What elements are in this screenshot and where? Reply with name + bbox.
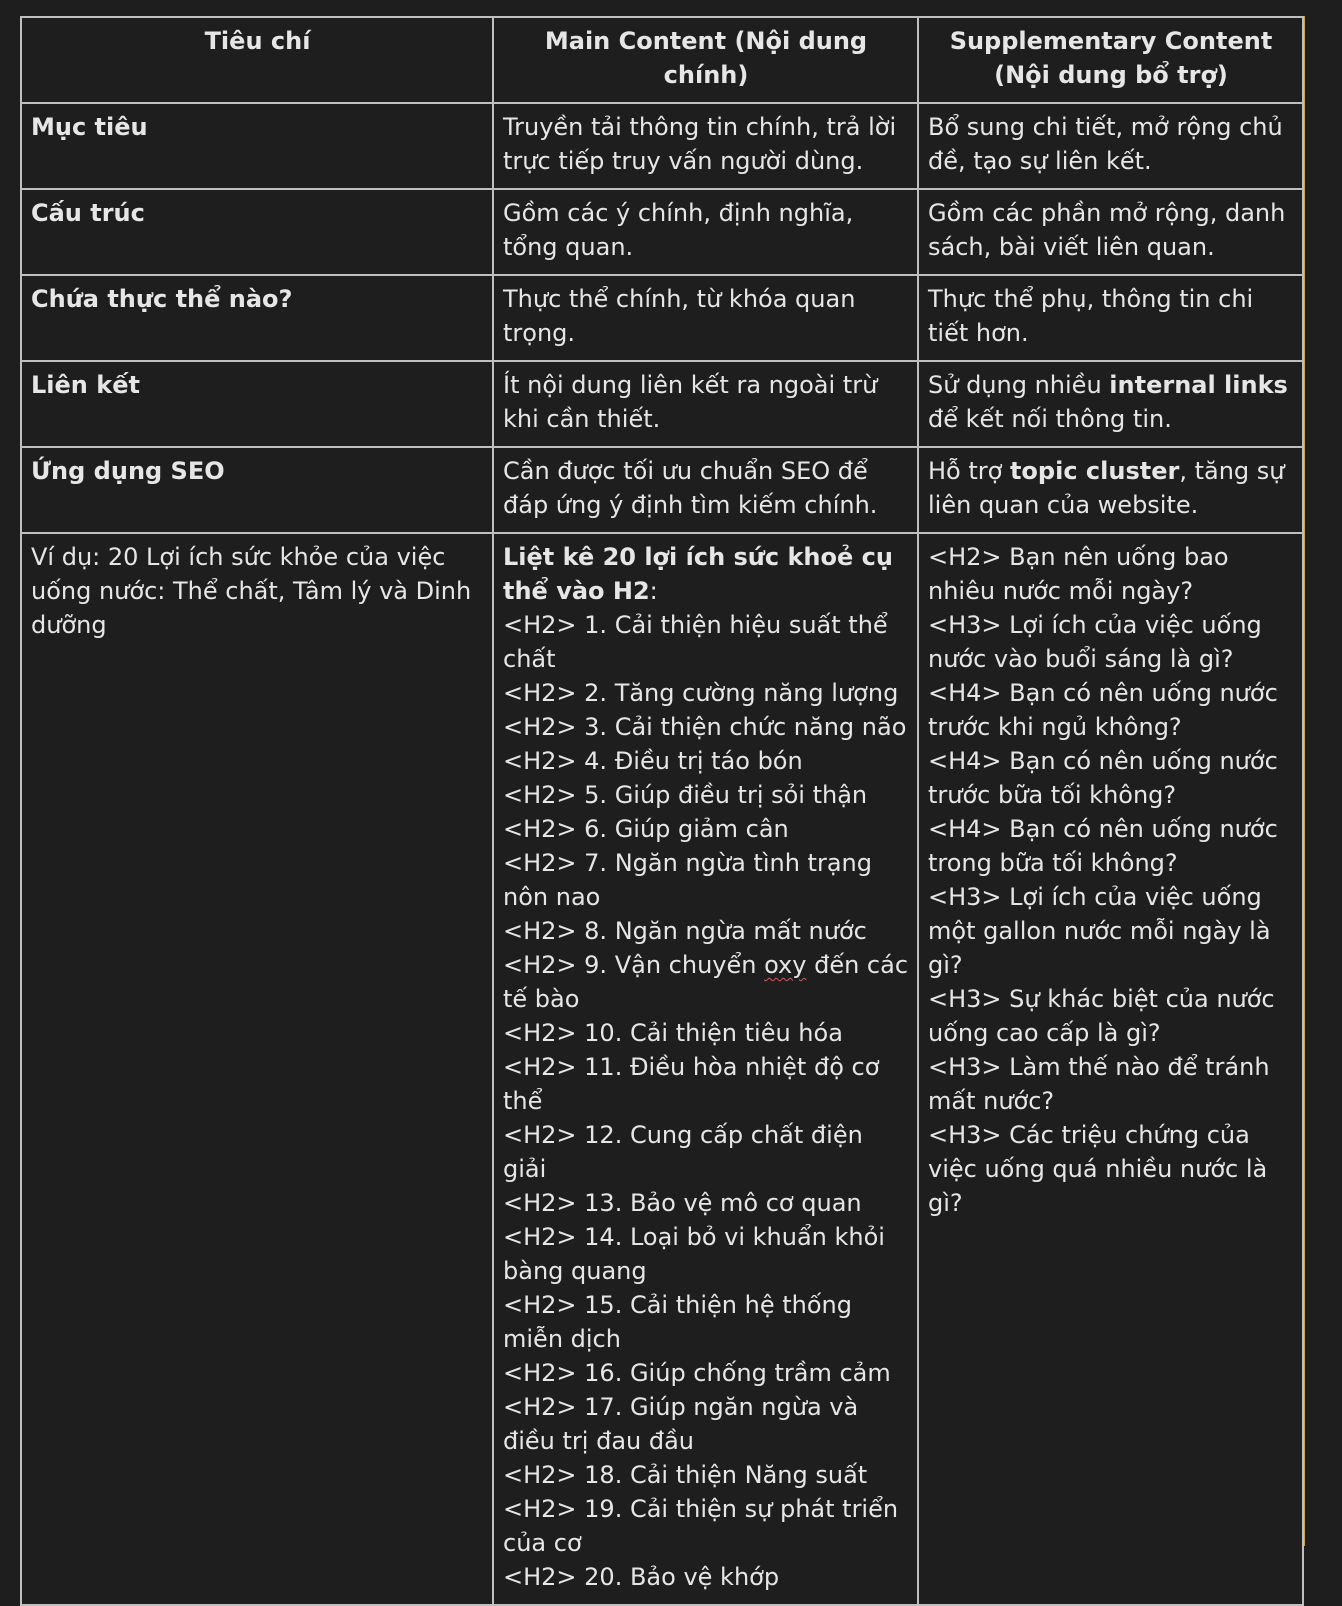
criterion-cell: Cấu trúc: [21, 189, 493, 275]
supplementary-content-cell: [918, 447, 1303, 533]
list-item: <H2> 12. Cung cấp chất điện giải: [503, 1121, 863, 1183]
list-item: <H4> Bạn có nên uống nước trước khi ngủ không?: [928, 679, 1278, 741]
list-item: <H3> Lợi ích của việc uống một gallon nước mỗi ngày là gì?: [928, 883, 1271, 979]
list-item: <H2> 4. Điều trị táo bón: [503, 747, 803, 775]
criterion-cell: Mục tiêu: [21, 103, 493, 189]
supplementary-content-cell: Thực thể phụ, thông tin chi tiết hơn.: [918, 275, 1303, 361]
list-item: <H2> 5. Giúp điều trị sỏi thận: [503, 781, 868, 809]
list-item: <H2> Bạn nên uống bao nhiêu nước mỗi ngày?: [928, 543, 1229, 605]
item9-post: đến các tế bào: [503, 951, 909, 1013]
list-item: <H2> 13. Bảo vệ mô cơ quan: [503, 1189, 862, 1217]
list-item: <H2> 6. Giúp giảm cân: [503, 815, 789, 843]
list-item: <H4> Bạn có nên uống nước trong bữa tối không?: [928, 815, 1278, 877]
list-item: <H2> 14. Loại bỏ vi khuẩn khỏi bàng quang: [503, 1223, 885, 1285]
list-item: <H2> 19. Cải thiện sự phát triển của cơ: [503, 1495, 899, 1557]
list-item: <H2> 16. Giúp chống trầm cảm: [503, 1359, 891, 1387]
main-content-cell: Truyền tải thông tin chính, trả lời trực tiếp truy vấn người dùng.: [493, 103, 918, 189]
list-item: <H3> Sự khác biệt của nước uống cao cấp là gì?: [928, 985, 1275, 1047]
main-intro-colon: :: [649, 577, 658, 605]
spellcheck-word: oxy: [764, 951, 807, 979]
example-supplementary-content-cell: [918, 533, 1303, 1605]
list-item: <H2> 2. Tăng cường năng lượng: [503, 679, 899, 707]
header-row: [21, 17, 1303, 103]
item9-pre: <H2> 9. Vận chuyển: [503, 951, 765, 979]
supplementary-content-cell: Bổ sung chi tiết, mở rộng chủ đề, tạo sự liên kết.: [918, 103, 1303, 189]
supplementary-content-cell: [918, 361, 1303, 447]
list-item: <H2> 17. Giúp ngăn ngừa và điều trị đau đầu: [503, 1393, 859, 1455]
table-row: [21, 189, 1303, 275]
header-criteria: Tiêu chí: [21, 17, 493, 103]
main-content-cell: Gồm các ý chính, định nghĩa, tổng quan.: [493, 189, 918, 275]
criterion-cell: Chứa thực thể nào?: [21, 275, 493, 361]
list-item: <H2> 7. Ngăn ngừa tình trạng nôn nao: [503, 849, 872, 911]
supplementary-content-cell: Gồm các phần mở rộng, danh sách, bài viết liên quan.: [918, 189, 1303, 275]
list-item: <H2> 8. Ngăn ngừa mất nước: [503, 917, 867, 945]
supp-text-pre: Sử dụng nhiều: [928, 371, 1110, 399]
criterion-cell: Liên kết: [21, 361, 493, 447]
comparison-table: [20, 16, 1304, 1606]
list-item: <H3> Các triệu chứng của việc uống quá nhiều nước là gì?: [928, 1121, 1268, 1217]
list-item: <H2> 10. Cải thiện tiêu hóa: [503, 1019, 843, 1047]
list-item: <H2> 11. Điều hòa nhiệt độ cơ thể: [503, 1053, 880, 1115]
supp-text-pre: Hỗ trợ: [928, 457, 1010, 485]
list-item: [503, 948, 909, 1016]
table-row: [21, 447, 1303, 533]
example-main-content-cell: [493, 533, 918, 1605]
header-supplementary-content: Supplementary Content (Nội dung bổ trợ): [918, 17, 1303, 103]
main-intro-bold: Liệt kê 20 lợi ích sức khoẻ cụ thể vào H2: [503, 543, 893, 605]
list-item: <H2> 1. Cải thiện hiệu suất thể chất: [503, 611, 888, 673]
table-row: [21, 361, 1303, 447]
list-item: <H2> 15. Cải thiện hệ thống miễn dịch: [503, 1291, 852, 1353]
list-item: <H2> 3. Cải thiện chức năng não: [503, 713, 907, 741]
header-main-content: Main Content (Nội dung chính): [493, 17, 918, 103]
supp-text-post: để kết nối thông tin.: [928, 405, 1172, 433]
list-item: <H4> Bạn có nên uống nước trước bữa tối không?: [928, 747, 1278, 809]
supp-text-post: , tăng sự liên quan của website.: [928, 457, 1285, 519]
table-row: [21, 275, 1303, 361]
supp-text-bold: internal links: [1109, 371, 1288, 399]
main-content-cell: Ít nội dung liên kết ra ngoài trừ khi cần thiết.: [493, 361, 918, 447]
main-content-cell: Thực thể chính, từ khóa quan trọng.: [493, 275, 918, 361]
list-item: <H3> Làm thế nào để tránh mất nước?: [928, 1053, 1270, 1115]
list-item: <H2> 20. Bảo vệ khớp: [503, 1563, 780, 1591]
supp-text-bold: topic cluster: [1009, 457, 1180, 485]
table-row: [21, 103, 1303, 189]
main-intro: [503, 540, 909, 608]
list-item: <H3> Lợi ích của việc uống nước vào buổi sáng là gì?: [928, 611, 1262, 673]
list-item: <H2> 18. Cải thiện Năng suất: [503, 1461, 868, 1489]
criterion-cell: Ứng dụng SEO: [21, 447, 493, 533]
example-criterion-cell: Ví dụ: 20 Lợi ích sức khỏe của việc uống nước: Thể chất, Tâm lý và Dinh dưỡng: [21, 533, 493, 1605]
example-row: [21, 533, 1303, 1605]
main-content-cell: Cần được tối ưu chuẩn SEO để đáp ứng ý định tìm kiếm chính.: [493, 447, 918, 533]
